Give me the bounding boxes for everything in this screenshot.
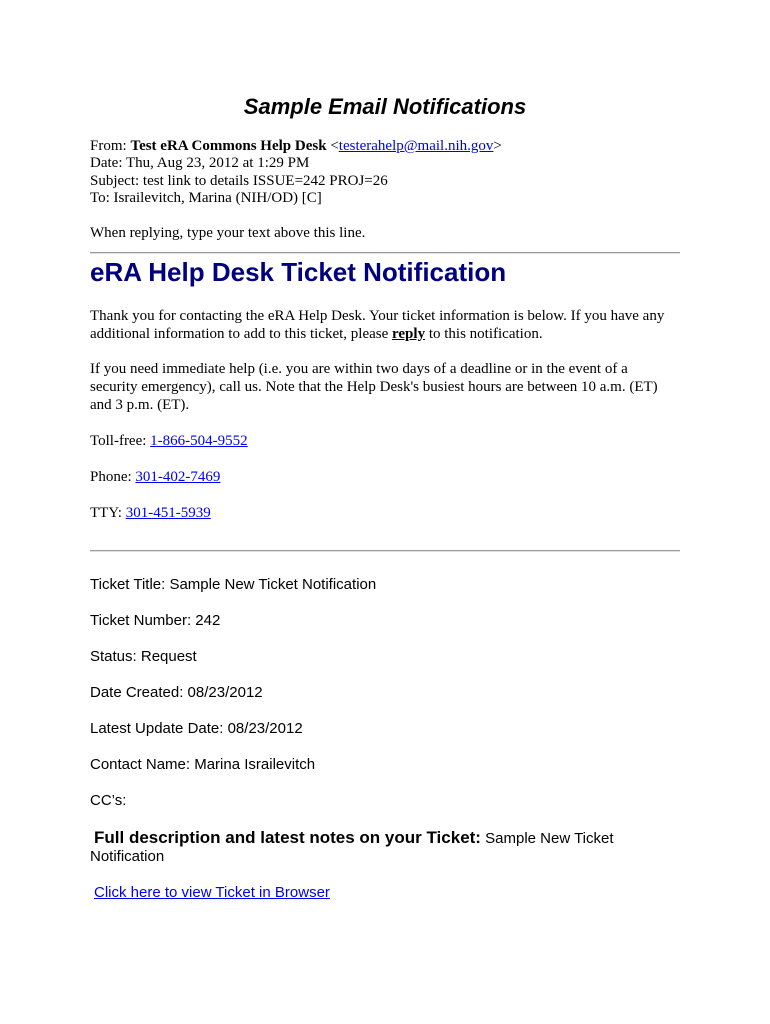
ticket-latest-update: Latest Update Date: 08/23/2012 xyxy=(90,720,303,737)
to-line: To: Israilevitch, Marina (NIH/OD) [C] xyxy=(90,190,322,206)
divider xyxy=(90,252,680,254)
from-line: From: Test eRA Commons Help Desk <testerahelp@mail.nih.gov> xyxy=(90,138,502,154)
reply-instruction: When replying, type your text above this line. xyxy=(90,225,366,241)
from-label: From: xyxy=(90,138,127,154)
ticket-status: Status: Request xyxy=(90,648,197,665)
phone-line xyxy=(90,468,220,486)
ticket-cc: CC’s: xyxy=(90,792,127,809)
date-line: Date: Thu, Aug 23, 2012 at 1:29 PM xyxy=(90,155,310,171)
ticket-date-created: Date Created: 08/23/2012 xyxy=(90,684,263,701)
tty-link[interactable]: 301-451-5939 xyxy=(125,505,211,521)
subject-line: Subject: test link to details ISSUE=242 PROJ=26 xyxy=(90,173,388,189)
tty-label: TTY: xyxy=(90,505,126,521)
ticket-title: Ticket Title: Sample New Ticket Notification xyxy=(90,576,377,593)
divider xyxy=(90,550,680,552)
help-line-3: and 3 p.m. (ET). xyxy=(90,397,190,413)
view-ticket-link[interactable]: Click here to view Ticket in Browser xyxy=(94,884,330,901)
ticket-contact-name: Contact Name: Marina Israilevitch xyxy=(90,756,316,773)
ticket-number: Ticket Number: 242 xyxy=(90,612,221,629)
tollfree-label: Toll-free: xyxy=(90,433,151,449)
description-text: Sample New Ticket xyxy=(480,830,614,847)
intro-text: additional information to add to this ticket, please xyxy=(90,326,393,342)
tollfree-phone-link[interactable]: 1-866-504-9552 xyxy=(150,433,248,449)
from-email-link[interactable]: testerahelp@mail.nih.gov xyxy=(338,138,494,154)
tty-line xyxy=(90,504,211,522)
intro-line-1: Thank you for contacting the eRA Help Desk. Your ticket information is below. If you have any xyxy=(90,308,665,324)
reply-link[interactable]: reply xyxy=(392,326,426,342)
page-title: Sample Email Notifications xyxy=(243,94,527,119)
intro-text-end: to this notification. xyxy=(425,326,543,342)
from-name: Test eRA Commons Help Desk xyxy=(130,138,327,154)
view-ticket-line xyxy=(94,884,330,902)
phone-label: Phone: xyxy=(90,469,136,485)
help-line-2: security emergency), call us. Note that the Help Desk's busiest hours are between 10 a.m. (ET) xyxy=(90,379,658,395)
description-heading: Full description and latest notes on your Ticket: xyxy=(94,828,481,847)
intro-line-2 xyxy=(90,325,543,343)
description-line-1 xyxy=(94,829,614,848)
tollfree-line xyxy=(90,432,248,450)
notification-heading: eRA Help Desk Ticket Notification xyxy=(90,257,507,287)
phone-link[interactable]: 301-402-7469 xyxy=(135,469,221,485)
help-line-1: If you need immediate help (i.e. you are within two days of a deadline or in the event of a xyxy=(90,361,628,377)
description-line-2: Notification xyxy=(90,848,165,865)
